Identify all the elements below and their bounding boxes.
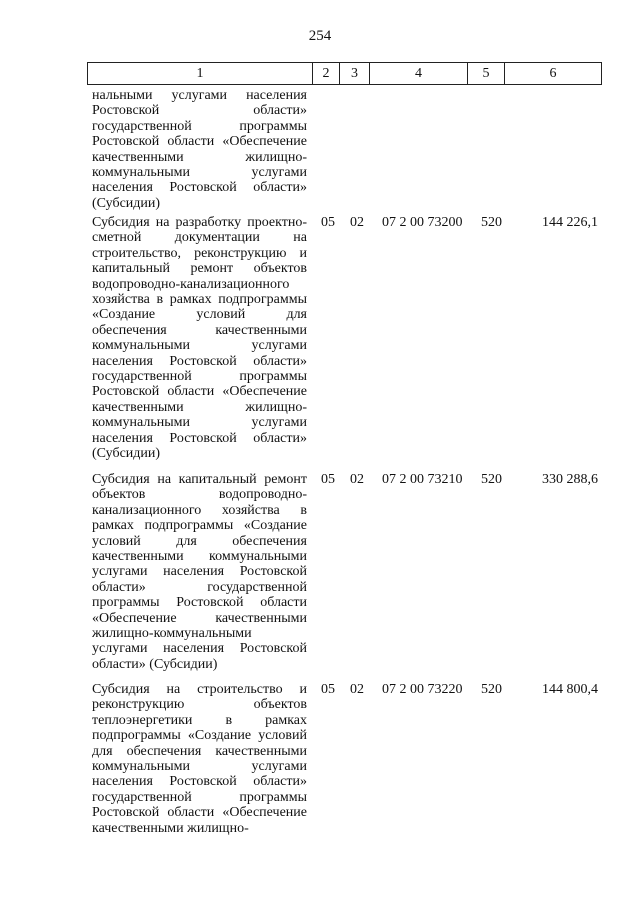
- table-row-rz: 05: [321, 215, 335, 230]
- table-header: [87, 62, 602, 85]
- table-row-csr: 07 2 00 73220: [382, 682, 463, 697]
- table-row-sum: 144 800,4: [542, 682, 598, 697]
- table-row-description: нальными услугами населения Ростовской области» государственной программы Ростовской области «Обеспечение качественными жилищно-коммунальными услугами населения Ростовской области» (Субсидии): [92, 88, 307, 211]
- table-row-pr: 02: [350, 682, 364, 697]
- table-row-csr: 07 2 00 73210: [382, 472, 463, 487]
- table-row-vr: 520: [481, 682, 502, 697]
- table-row-rz: 05: [321, 472, 335, 487]
- column-header-6: 6: [549, 65, 557, 81]
- table-row-rz: 05: [321, 682, 335, 697]
- column-header-5: 5: [468, 63, 505, 84]
- column-header-3: 3: [340, 63, 370, 84]
- column-header-2: 2: [313, 63, 340, 84]
- table-row-description: Субсидия на строительство и реконструкцию объектов теплоэнергетики в рамках подпрограммы «Создание условий для обеспечения качественными коммунальными услугами населения Ростовской области» государственной программы Ростовской области «Обеспечение качественными жилищно-: [92, 682, 307, 836]
- table-row-description: Субсидия на разработку проектно-сметной документации на строительство, реконструкцию и капитальный ремонт объектов водопроводно-канализационного хозяйства в рамках подпрограммы «Создание условий для обеспечения качественными коммунальными услугами населения Ростовской области» государственной программы Ростовской области «Обеспечение качественными жилищно-коммунальными услугами населения Ростовской области» (Субсидии): [92, 215, 307, 462]
- table-row-vr: 520: [481, 215, 502, 230]
- page-number: 254: [308, 28, 332, 44]
- table-row-pr: 02: [350, 215, 364, 230]
- table-row-sum: 330 288,6: [542, 472, 598, 487]
- column-header-4: 4: [370, 63, 468, 84]
- table-row-csr: 07 2 00 73200: [382, 215, 463, 230]
- table-row-sum: 144 226,1: [542, 215, 598, 230]
- table-row-description: Субсидия на капитальный ремонт объектов водопроводно-канализационного хозяйства в рамках подпрограммы «Создание условий для обеспечения качественными коммунальными услугами населения Ростовской области» государственной программы Ростовской области «Обеспечение качественными жилищно-коммунальными услугами населения Ростовской области» (Субсидии): [92, 472, 307, 672]
- column-header-1: 1: [88, 63, 313, 84]
- table-row-pr: 02: [350, 472, 364, 487]
- table-row-vr: 520: [481, 472, 502, 487]
